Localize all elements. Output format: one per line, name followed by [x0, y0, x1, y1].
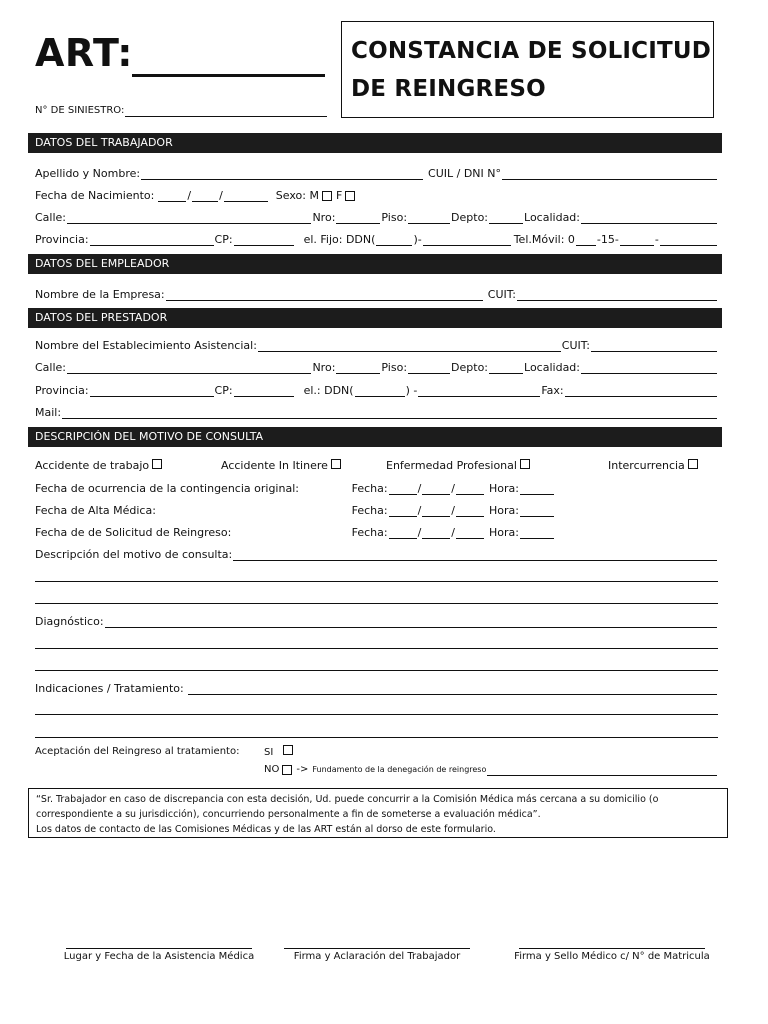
tel-fijo-field[interactable]: [423, 233, 511, 246]
cuil-label: CUIL / DNI N°: [428, 167, 501, 180]
date-slash: /: [219, 189, 223, 202]
date-slash: /: [187, 189, 192, 202]
prestador-cuit-field[interactable]: [591, 339, 717, 352]
aceptacion-no-row: [264, 760, 718, 776]
cp-field[interactable]: [234, 233, 294, 246]
prestador-row-mail: [35, 403, 718, 419]
provincia-field[interactable]: [90, 233, 214, 246]
establecimiento-label: Nombre del Establecimiento Asistencial:: [35, 339, 257, 352]
fax-label: Fax:: [541, 384, 564, 397]
calle-field[interactable]: [67, 211, 311, 224]
date-slash: /: [417, 482, 422, 495]
date-slash: /: [451, 504, 456, 517]
sexo-f-label: F: [335, 189, 343, 202]
depto-field[interactable]: [489, 211, 523, 224]
prestador-cp-field[interactable]: [234, 384, 294, 397]
section-header-empleador: DATOS DEL EMPLEADOR: [28, 254, 722, 274]
prestador-row-establecimiento: [35, 336, 718, 352]
option-checkbox[interactable]: [688, 459, 698, 469]
siniestro-row: [35, 101, 328, 117]
siniestro-field[interactable]: [125, 104, 327, 117]
depto-label: Depto:: [451, 211, 489, 224]
arrow-icon: ->: [296, 764, 309, 775]
cp-label: CP:: [214, 233, 233, 246]
localidad-label: Localidad:: [524, 211, 580, 224]
solicitud-hora[interactable]: [520, 526, 554, 539]
form-title-box: [341, 21, 714, 118]
section-header-motivo: DESCRIPCIÓN DEL MOTIVO DE CONSULTA: [28, 427, 722, 447]
solicitud-month[interactable]: [422, 526, 450, 539]
sexo-f-checkbox[interactable]: [345, 191, 355, 201]
date-slash: /: [417, 504, 422, 517]
cuil-field[interactable]: [502, 167, 717, 180]
aceptacion-si-option[interactable]: [264, 745, 297, 759]
ocurrencia-hora[interactable]: [520, 482, 554, 495]
option-label: Accidente In Itinere: [221, 459, 328, 472]
prestador-nro-field[interactable]: [336, 361, 380, 374]
date-slash: /: [417, 526, 422, 539]
option-label: Intercurrencia: [608, 459, 685, 472]
diagnostico-label: Diagnóstico:: [35, 615, 104, 628]
prestador-tel-ddn-field[interactable]: [355, 384, 405, 397]
option-checkbox[interactable]: [331, 459, 341, 469]
tel-movil-field[interactable]: [660, 233, 717, 246]
prestador-provincia-field[interactable]: [90, 384, 214, 397]
motivo-options-row: [35, 456, 718, 472]
indicaciones-label: Indicaciones / Tratamiento:: [35, 682, 184, 695]
option-label: Accidente de trabajo: [35, 459, 150, 472]
fecha-label: Fecha:: [351, 482, 388, 495]
ocurrencia-label: Fecha de ocurrencia de la contingencia original:: [35, 482, 299, 495]
note-line: Los datos de contacto de las Comisiones Médicas y de las ART están al dorso de este formulario.: [36, 824, 496, 835]
alta-label: Fecha de Alta Médica:: [35, 504, 156, 517]
fecha-nac-year[interactable]: [224, 189, 268, 202]
form-title-line1: CONSTANCIA DE SOLICITUD: [351, 38, 712, 64]
fecha-alta-row: [35, 501, 555, 517]
indicaciones-line[interactable]: [35, 737, 718, 738]
prestador-nro-label: Nro:: [312, 361, 336, 374]
provincia-label: Provincia:: [35, 233, 89, 246]
mail-label: Mail:: [35, 406, 62, 419]
prestador-localidad-label: Localidad:: [524, 361, 580, 374]
tel-movil-prefix-field[interactable]: [620, 233, 654, 246]
signature-label-trabajador: Firma y Aclaración del Trabajador: [293, 951, 461, 962]
prestador-provincia-label: Provincia:: [35, 384, 89, 397]
descripcion-field[interactable]: [233, 548, 717, 561]
descripcion-line[interactable]: [35, 603, 718, 604]
prestador-row-provincia: [35, 381, 718, 397]
info-note-box: [28, 788, 728, 838]
alta-day[interactable]: [389, 504, 417, 517]
piso-field[interactable]: [408, 211, 450, 224]
prestador-cuit-label: CUIT:: [561, 339, 590, 352]
si-checkbox[interactable]: [283, 745, 293, 755]
ocurrencia-month[interactable]: [422, 482, 450, 495]
descripcion-line[interactable]: [35, 581, 718, 582]
note-line: correspondiente a su jurisdicción), concurriendo personalmente a fin de someterse a evaluación médica”.: [36, 809, 541, 820]
note-line: “Sr. Trabajador en caso de discrepancia con esta decisión, Ud. puede concurrir a la Comisión Médica más cercana a su domicilio (o: [36, 794, 659, 805]
empleador-cuit-label: CUIT:: [487, 288, 516, 301]
signature-line-lugar-fecha[interactable]: [66, 948, 252, 949]
fecha-solicitud-row: [35, 523, 555, 539]
section-header-prestador: DATOS DEL PRESTADOR: [28, 308, 722, 328]
diagnostico-line[interactable]: [35, 670, 718, 671]
hora-label: Hora:: [489, 504, 519, 517]
date-slash: /: [451, 482, 456, 495]
signature-label-medico: Firma y Sello Médico c/ N° de Matricula: [514, 951, 710, 962]
descripcion-label: Descripción del motivo de consulta:: [35, 548, 233, 561]
descripcion-row: [35, 545, 718, 561]
trabajador-row-domicilio: [35, 208, 718, 224]
prestador-depto-field[interactable]: [489, 361, 523, 374]
hora-label: Hora:: [489, 526, 519, 539]
prestador-tel-label: el.: DDN(: [303, 384, 354, 397]
empresa-label: Nombre de la Empresa:: [35, 288, 165, 301]
option-checkbox[interactable]: [520, 459, 530, 469]
sexo-m-label: Sexo: M: [275, 189, 319, 202]
empresa-field[interactable]: [166, 288, 483, 301]
localidad-field[interactable]: [581, 211, 717, 224]
prestador-piso-label: Piso:: [381, 361, 408, 374]
mail-field[interactable]: [62, 406, 717, 419]
establecimiento-field[interactable]: [258, 339, 561, 352]
tel-movil-label: Tel.Móvil: 0: [513, 233, 575, 246]
piso-label: Piso:: [381, 211, 408, 224]
nro-field[interactable]: [336, 211, 380, 224]
nro-label: Nro:: [312, 211, 336, 224]
empleador-row: [35, 285, 718, 301]
option-accidente-in-itinere[interactable]: [221, 459, 386, 472]
aceptacion-label: Aceptación del Reingreso al tratamiento:: [35, 746, 240, 757]
alta-year[interactable]: [456, 504, 484, 517]
si-label: SI: [264, 747, 274, 758]
tel-fijo-ddn-field[interactable]: [376, 233, 412, 246]
prestador-row-domicilio: [35, 358, 718, 374]
fundamento-label: Fundamento de la denegación de reingreso: [312, 765, 487, 774]
prestador-cp-label: CP:: [214, 384, 233, 397]
option-intercurrencia[interactable]: [608, 459, 702, 472]
prestador-localidad-field[interactable]: [581, 361, 717, 374]
option-checkbox[interactable]: [152, 459, 162, 469]
apellido-field[interactable]: [141, 167, 423, 180]
solicitud-year[interactable]: [456, 526, 484, 539]
diagnostico-line[interactable]: [35, 648, 718, 649]
diagnostico-row: [35, 612, 718, 628]
fax-field[interactable]: [565, 384, 717, 397]
tel-movil-area-field[interactable]: [576, 233, 596, 246]
calle-label: Calle:: [35, 211, 67, 224]
option-enfermedad-profesional[interactable]: [386, 459, 608, 472]
ocurrencia-day[interactable]: [389, 482, 417, 495]
prestador-depto-label: Depto:: [451, 361, 489, 374]
trabajador-row-provincia: [35, 230, 718, 246]
tel-fijo-label: el. Fijo: DDN(: [303, 233, 376, 246]
tel-fijo-separator: )-: [413, 233, 422, 246]
tel-movil-dash: -: [654, 233, 659, 246]
prestador-piso-field[interactable]: [408, 361, 450, 374]
signature-label-lugar-fecha: Lugar y Fecha de la Asistencia Médica: [63, 951, 255, 962]
tel-movil-separator: -15-: [596, 233, 619, 246]
fecha-nac-month[interactable]: [192, 189, 218, 202]
hora-label: Hora:: [489, 482, 519, 495]
fecha-ocurrencia-row: [35, 479, 555, 495]
signature-line-medico[interactable]: [519, 948, 705, 949]
section-header-trabajador: DATOS DEL TRABAJADOR: [28, 133, 722, 153]
ocurrencia-year[interactable]: [456, 482, 484, 495]
siniestro-label: N° DE SINIESTRO:: [35, 105, 125, 116]
art-input-line[interactable]: [132, 74, 325, 77]
prestador-calle-field[interactable]: [67, 361, 311, 374]
alta-month[interactable]: [422, 504, 450, 517]
empleador-cuit-field[interactable]: [517, 288, 717, 301]
date-slash: /: [451, 526, 456, 539]
prestador-calle-label: Calle:: [35, 361, 67, 374]
fecha-nac-day[interactable]: [158, 189, 186, 202]
trabajador-row-nacimiento: [35, 186, 718, 202]
alta-hora[interactable]: [520, 504, 554, 517]
fecha-nac-label: Fecha de Nacimiento:: [35, 189, 155, 202]
prestador-tel-field[interactable]: [418, 384, 540, 397]
trabajador-row-nombre: [35, 164, 718, 180]
prestador-tel-separator: ) -: [405, 384, 418, 397]
solicitud-label: Fecha de de Solicitud de Reingreso:: [35, 526, 232, 539]
signature-line-trabajador[interactable]: [284, 948, 470, 949]
sexo-m-checkbox[interactable]: [322, 191, 332, 201]
indicaciones-field[interactable]: [188, 682, 717, 695]
no-label: NO: [264, 764, 280, 775]
fecha-label: Fecha:: [351, 504, 388, 517]
form-title-line2: DE REINGRESO: [351, 76, 546, 102]
option-accidente-trabajo[interactable]: [35, 459, 221, 472]
fundamento-field[interactable]: [487, 763, 717, 776]
option-label: Enfermedad Profesional: [386, 459, 517, 472]
fecha-label: Fecha:: [351, 526, 388, 539]
no-checkbox[interactable]: [282, 765, 292, 775]
diagnostico-field[interactable]: [105, 615, 717, 628]
indicaciones-row: [35, 679, 718, 695]
solicitud-day[interactable]: [389, 526, 417, 539]
apellido-label: Apellido y Nombre:: [35, 167, 141, 180]
indicaciones-line[interactable]: [35, 714, 718, 715]
art-label: ART:: [35, 31, 134, 75]
